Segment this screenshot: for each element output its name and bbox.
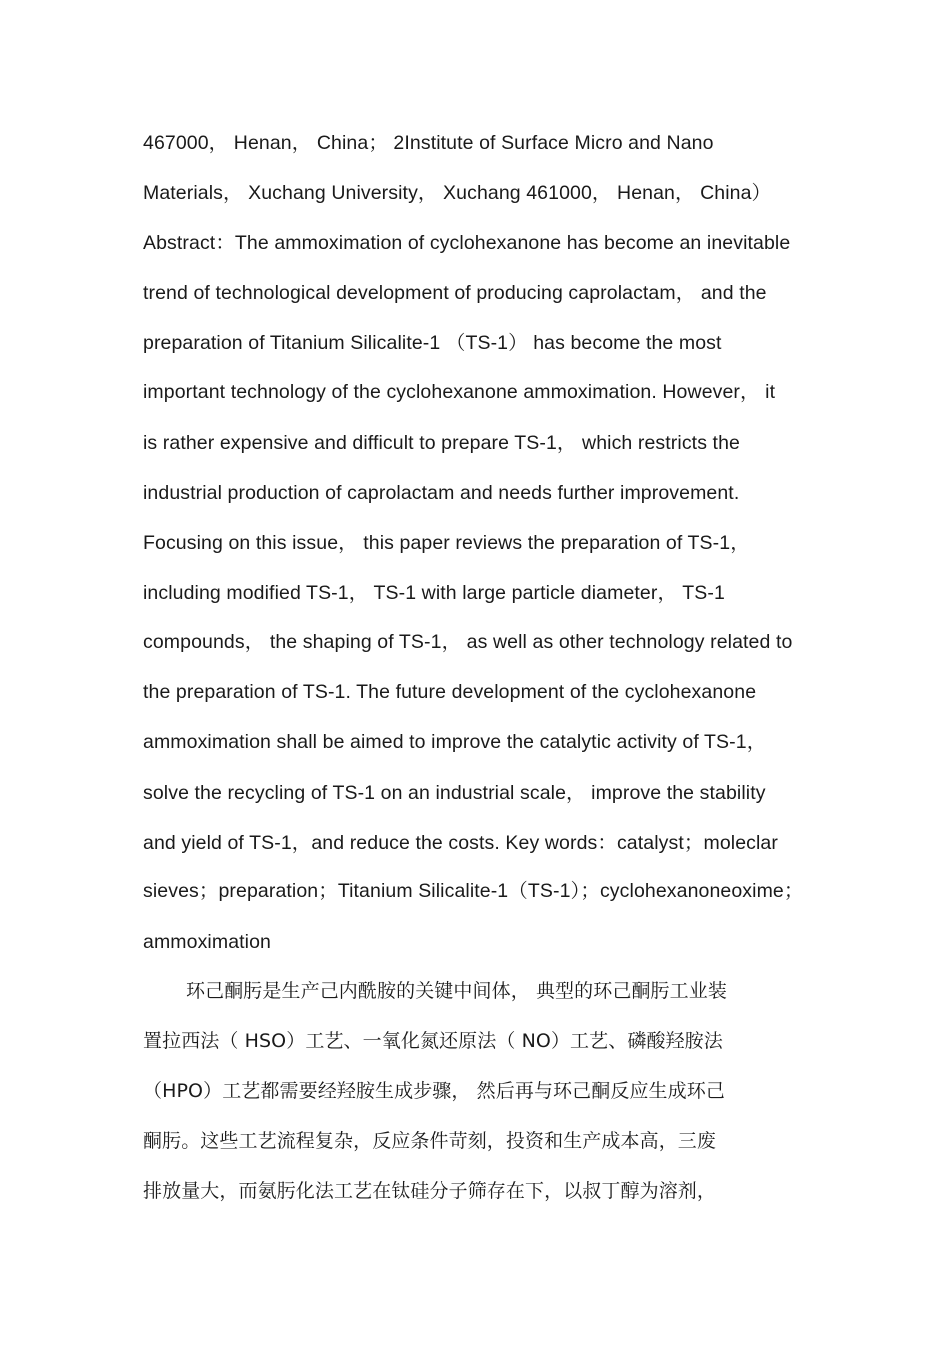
- text-line-abstract-7: Focusing on this issue， this paper reviews the preparation of TS-1，: [143, 532, 750, 554]
- text-line-abstract-1: Abstract：The ammoximation of cyclohexanone has become an inevitable: [143, 232, 791, 254]
- text-line-keywords-3: ammoximation: [143, 931, 271, 953]
- text-line-keywords-1: and yield of TS-1，and reduce the costs. Key words：catalyst；moleclar: [143, 832, 778, 854]
- text-line-chinese-3: （HPO）工艺都需要经羟胺生成步骤， 然后再与环己酮反应生成环己: [143, 1080, 725, 1102]
- text-line-abstract-9: compounds， the shaping of TS-1， as well as other technology related to: [143, 631, 793, 653]
- text-line-abstract-11: ammoximation shall be aimed to improve the catalytic activity of TS-1，: [143, 731, 767, 753]
- text-line-affiliation-2: Materials， Xuchang University， Xuchang 461000， Henan， China）: [143, 182, 772, 204]
- text-line-abstract-6: industrial production of caprolactam and needs further improvement.: [143, 482, 740, 504]
- text-line-abstract-10: the preparation of TS-1. The future development of the cyclohexanone: [143, 681, 757, 703]
- text-line-abstract-8: including modified TS-1， TS-1 with large particle diameter， TS-1: [143, 582, 725, 604]
- text-line-abstract-2: trend of technological development of producing caprolactam， and the: [143, 282, 767, 304]
- text-line-chinese-4: 酮肟。这些工艺流程复杂，反应条件苛刻，投资和生产成本高，三废: [143, 1130, 717, 1152]
- text-line-chinese-5: 排放量大，而氨肟化法工艺在钛硅分子筛存在下，以叔丁醇为溶剂，: [143, 1180, 717, 1202]
- text-line-affiliation-1: 467000， Henan， China； 2Institute of Surface Micro and Nano: [143, 132, 714, 154]
- text-line-abstract-4: important technology of the cyclohexanone ammoximation. However， it: [143, 381, 776, 403]
- text-line-abstract-12: solve the recycling of TS-1 on an industrial scale， improve the stability: [143, 782, 766, 804]
- text-line-abstract-3: preparation of Titanium Silicalite-1 （TS-1） has become the most: [143, 332, 722, 354]
- text-line-abstract-5: is rather expensive and difficult to prepare TS-1， which restricts the: [143, 432, 740, 454]
- text-line-chinese-1: 环己酮肟是生产己内酰胺的关键中间体， 典型的环己酮肟工业装: [186, 980, 727, 1002]
- text-line-chinese-2: 置拉西法（ HSO）工艺、一氧化氮还原法（ NO）工艺、磷酸羟胺法: [143, 1030, 723, 1052]
- text-line-keywords-2: sieves；preparation；Titanium Silicalite-1（TS-1）；cyclohexanoneoxime；: [143, 880, 804, 902]
